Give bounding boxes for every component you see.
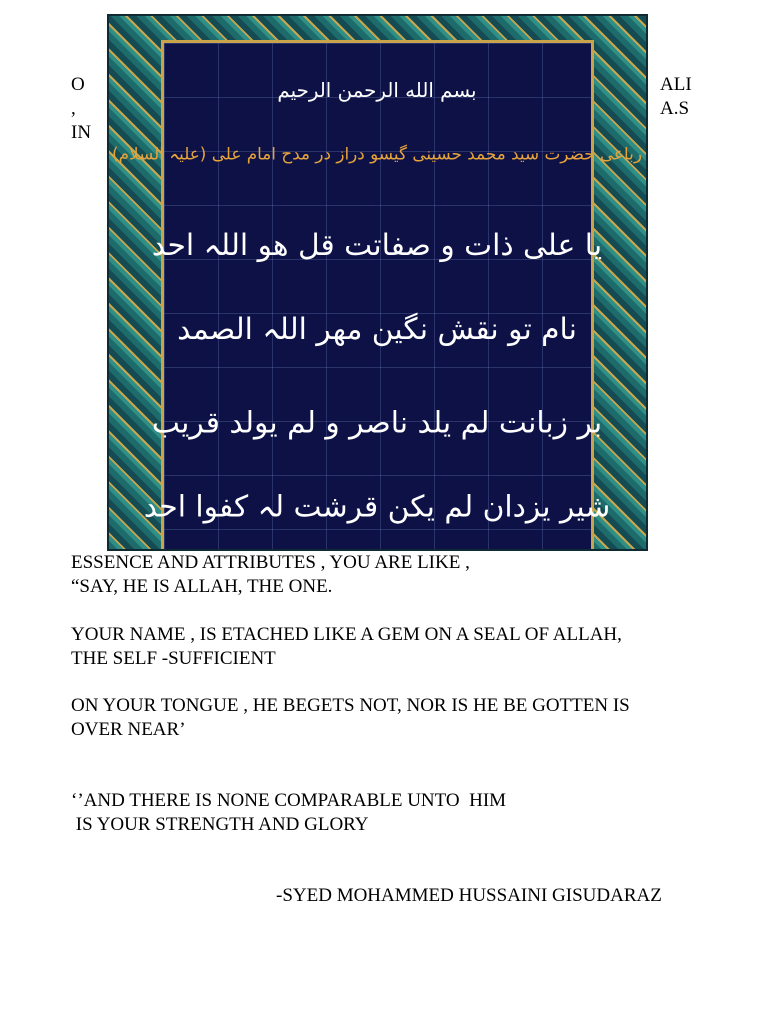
paragraph-comparable <box>71 789 711 837</box>
tile-heading: بسم الله الرحمن الرحیم <box>277 79 477 103</box>
paragraph-line: OVER NEAR’ <box>71 719 186 740</box>
tile-line-4: شیر یزدان لم یکن قرشت لہ کفوا احد <box>143 488 611 524</box>
tile-inner-panel <box>112 40 642 549</box>
paragraph-essence <box>71 551 711 599</box>
attribution: -SYED MOHAMMED HUSSAINI GISUDARAZ <box>276 885 662 906</box>
paragraph-line: ‘’AND THERE IS NONE COMPARABLE UNTO HIM <box>71 790 507 811</box>
paragraph-line: THE SELF -SUFFICIENT <box>71 648 276 669</box>
tile-subtitle: رباعی حضرت سید محمد حسینی گیسو دراز در مدح امام علی (علیہ السلام) <box>112 143 642 164</box>
calligraphy-tile-panel <box>107 14 648 551</box>
left-side-words: O , IN <box>71 74 92 143</box>
tile-line-3: بر زبانت لم یلد ناصر و لم یولد قریب <box>151 404 603 440</box>
paragraph-line: ON YOUR TONGUE , HE BEGETS NOT, NOR IS HE BE GOTTEN IS <box>71 695 630 716</box>
paragraph-line: “SAY, HE IS ALLAH, THE ONE. <box>71 576 333 597</box>
paragraph-line: ESSENCE AND ATTRIBUTES , YOU ARE LIKE , <box>71 552 470 573</box>
paragraph-line: YOUR NAME , IS ETACHED LIKE A GEM ON A SEAL OF ALLAH, <box>71 624 622 645</box>
calligraphy-artwork <box>112 43 642 549</box>
paragraph-name <box>71 623 711 671</box>
right-side-words: ALI A.S <box>660 74 692 119</box>
paragraph-line: IS YOUR STRENGTH AND GLORY <box>71 814 369 835</box>
tile-line-2: نام تو نقش نگین مھر اللہ الصمد <box>177 310 577 346</box>
paragraph-tongue <box>71 694 711 742</box>
tile-line-1: یا علی ذات و صفاتت قل ھو اللہ احد <box>151 227 603 263</box>
